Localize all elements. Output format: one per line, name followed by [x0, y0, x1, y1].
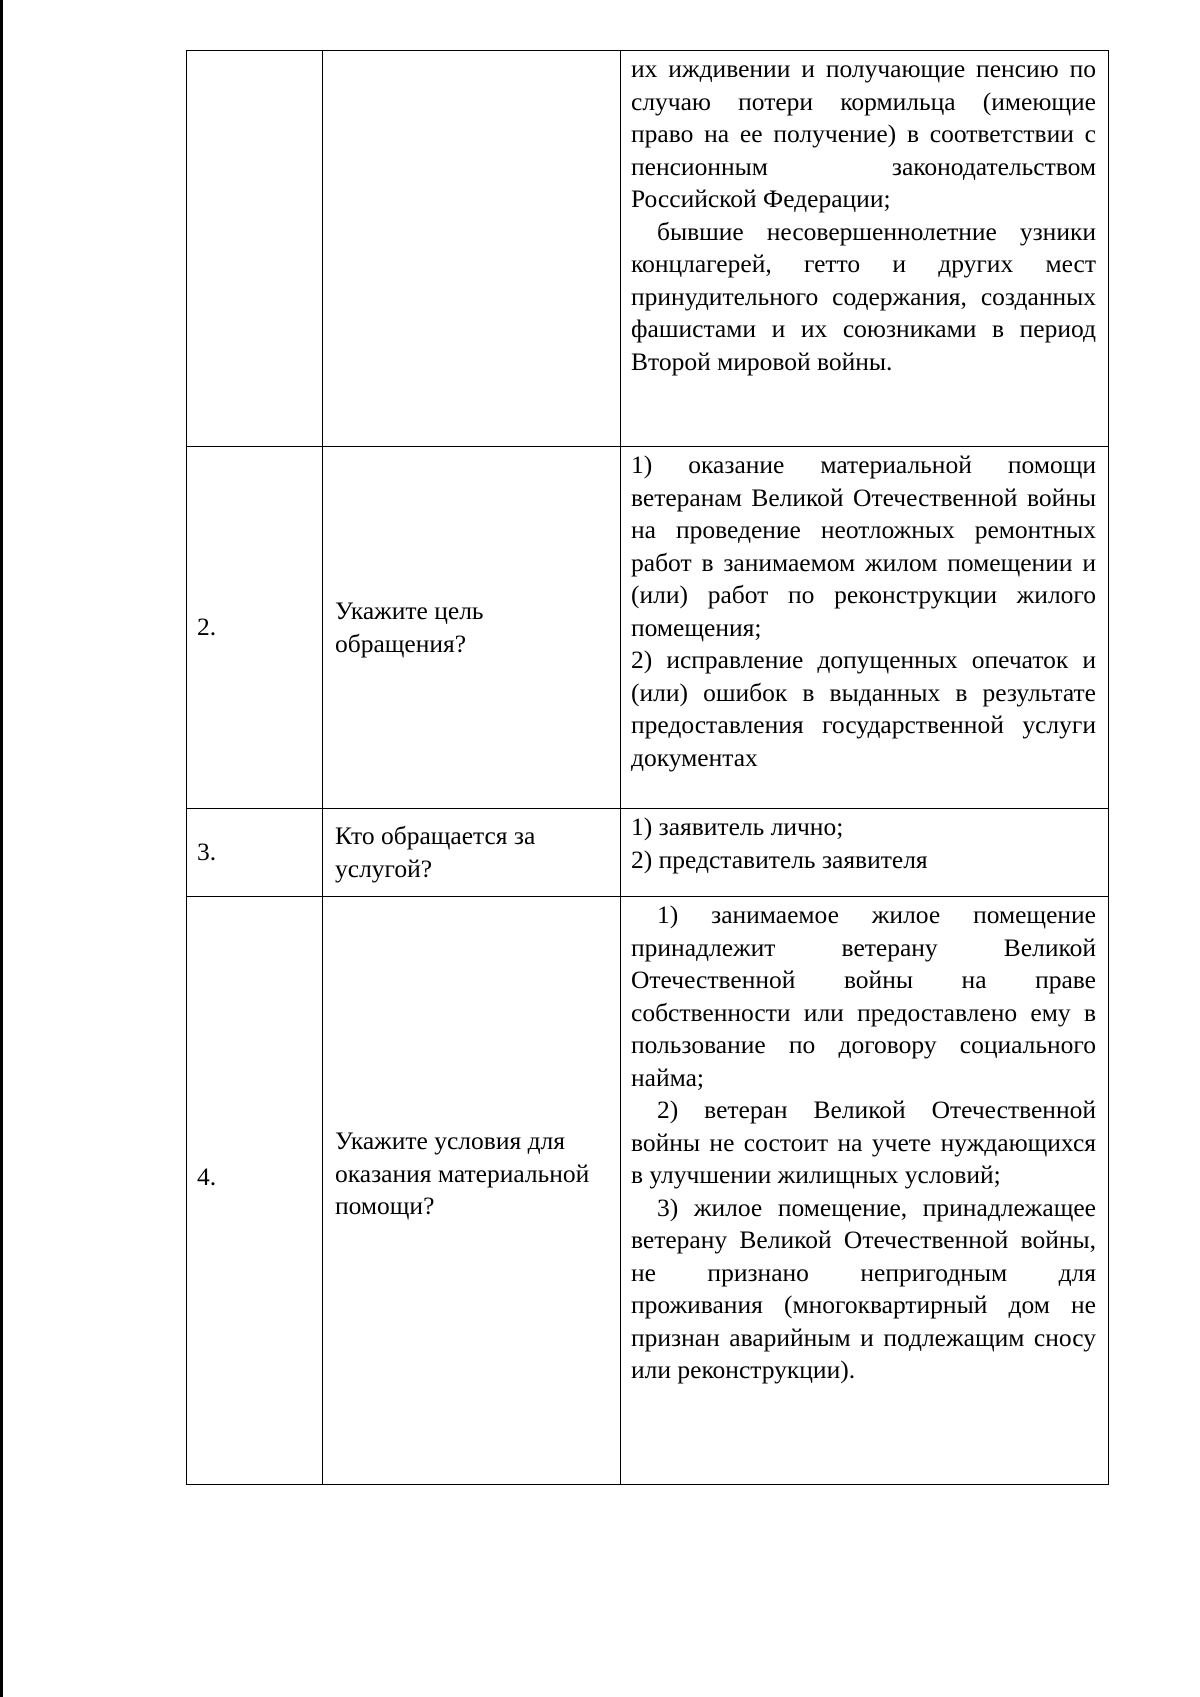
answer-paragraph: 2) представитель заявителя	[631, 844, 928, 874]
answer-paragraph: их иждивении и получающие пенсию по случаю потери кормильца (имеющие право на ее получение) в соответствии с пенсионным законодательством Российской Федерации;	[631, 54, 1096, 213]
row-number: 2.	[187, 447, 323, 809]
table-row	[187, 897, 1109, 1485]
row-question: Укажите условия для оказания материальной помощи?	[323, 897, 621, 1485]
answer-paragraph: 1) занимаемое жилое помещение принадлежит ветерану Великой Отечественной войны на праве собственности или предоставлено ему в пользование по договору социального найма;	[631, 900, 1096, 1092]
row-question: Укажите цель обращения?	[323, 447, 621, 809]
answer-paragraph: 1) заявитель лично;	[631, 812, 844, 841]
table-row	[187, 51, 1109, 447]
answer-paragraph: бывшие несовершеннолетние узники концлагерей, гетто и других мест принудительного содержания, созданных фашистами и их союзниками в период Второй мировой войны.	[631, 216, 1096, 376]
answer-paragraph: 1) оказание материальной помощи ветеранам Великой Отечественной войны на проведение неотложных ремонтных работ в занимаемом жилом помещении и (или) работ по реконструкции жилого помещения;	[631, 450, 1096, 642]
table-row	[187, 809, 1109, 897]
row-question: Кто обращается за услугой?	[323, 809, 621, 897]
row-number: 4.	[187, 897, 323, 1485]
scan-edge	[0, 0, 3, 1697]
row-number: 3.	[187, 809, 323, 897]
service-info-table	[186, 50, 1109, 1485]
row-number	[187, 51, 323, 447]
row-question	[323, 51, 621, 447]
answer-paragraph: 2) ветеран Великой Отечественной войны не состоит на учете нуждающихся в улучшении жилищных условий;	[631, 1095, 1096, 1189]
table-row	[187, 447, 1109, 809]
row-answer	[621, 51, 1109, 447]
answer-paragraph: 3) жилое помещение, принадлежащее ветерану Великой Отечественной войны, не признано непригодным для проживания (многоквартирный дом не признан аварийным и подлежащим сносу или реконструкции).	[631, 1192, 1096, 1384]
row-answer	[621, 809, 1109, 897]
answer-paragraph: 2) исправление допущенных опечаток и (или) ошибок в выданных в результате предоставления государственной услуги документах	[631, 645, 1096, 772]
row-answer	[621, 447, 1109, 809]
row-answer	[621, 897, 1109, 1485]
